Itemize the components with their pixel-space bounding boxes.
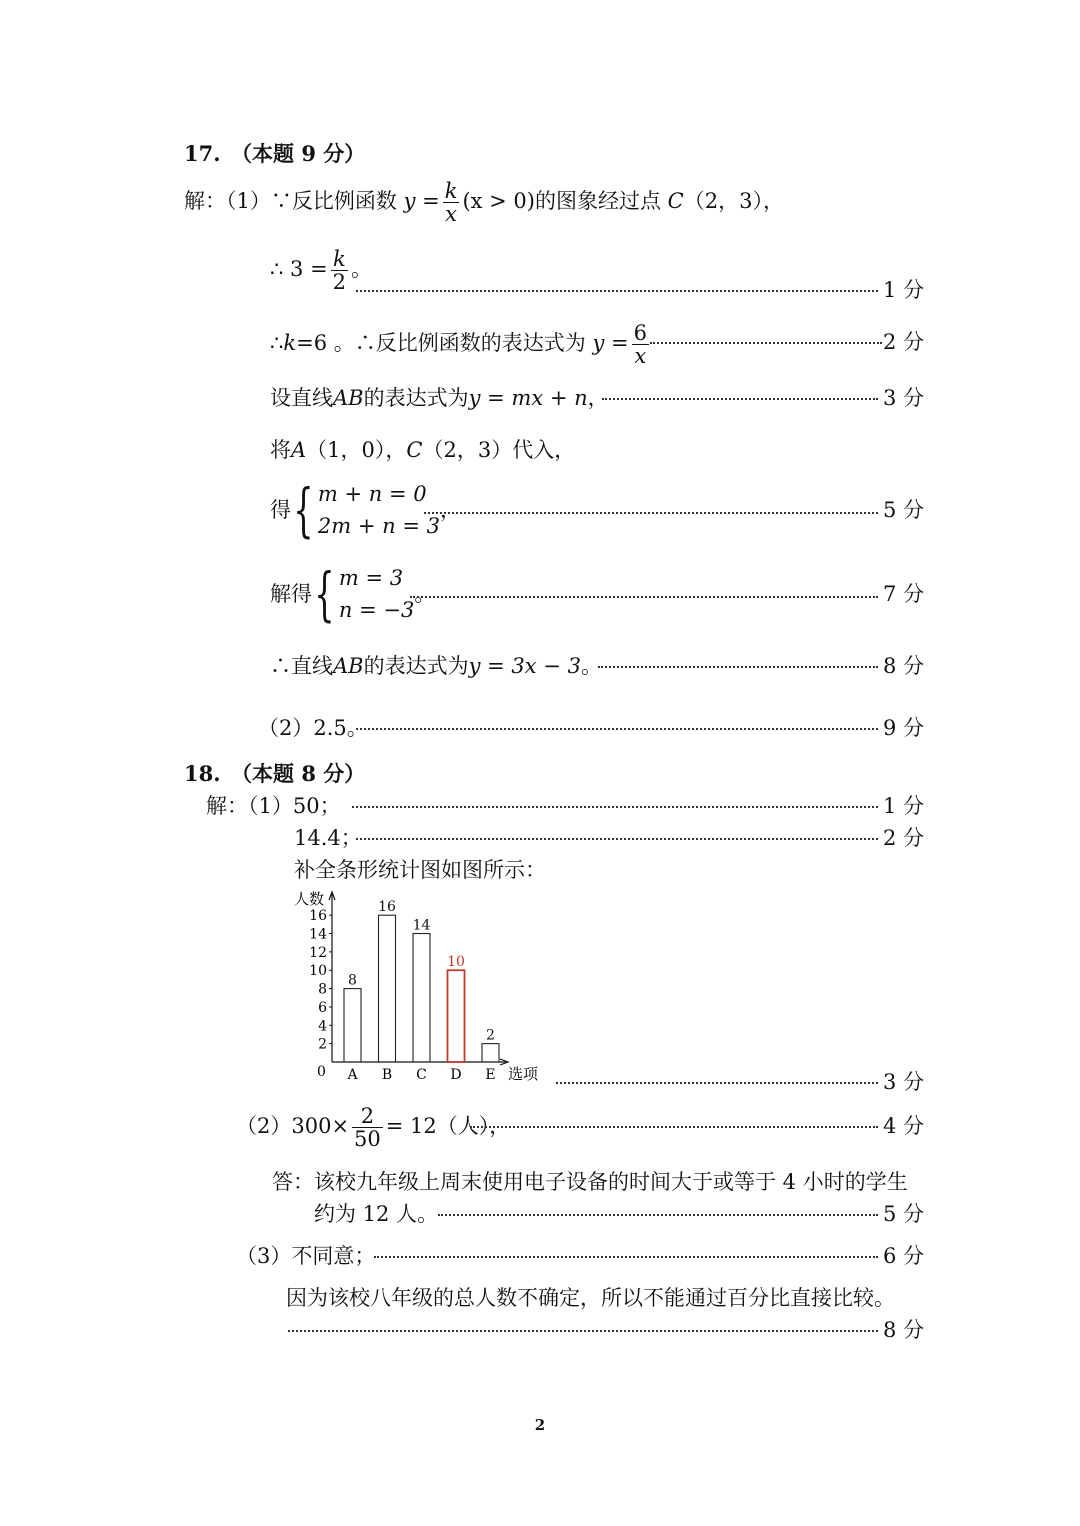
q18-part3-reason: 因为该校八年级的总人数不确定，所以不能通过百分比直接比较。 — [286, 1286, 895, 1310]
q17-score-6: 8 分 — [882, 654, 924, 678]
y-tick-label: 14 — [309, 926, 327, 943]
q17-score-7: 9 分 — [882, 716, 924, 740]
q17-dots-6 — [598, 666, 878, 668]
bar-value-label: 2 — [486, 1027, 495, 1044]
q17-score-4: 5 分 — [882, 498, 924, 522]
q17-line1-rest: 的图象经过点 — [534, 189, 661, 213]
q18-score-chart: 3 分 — [882, 1070, 924, 1094]
page-number: 2 — [534, 1416, 546, 1434]
y-tick-label: 2 — [318, 1036, 327, 1053]
q17-dots-5 — [410, 596, 878, 598]
q17-line7: 解得{ m = 3 n = −3 。 — [270, 560, 436, 628]
q17-line5: 将A（1，0），C（2，3）代入， — [270, 438, 576, 462]
y-axis-label: 人数 — [294, 890, 325, 908]
bar-value-label: 10 — [447, 954, 465, 971]
q17-line1 — [184, 178, 784, 225]
q17-brace-1: { — [293, 476, 314, 544]
q17-point-c: C — [667, 189, 684, 213]
q18-score-3: 4 分 — [882, 1114, 924, 1138]
bar — [413, 934, 430, 1062]
q17-score-1: 1 分 — [882, 278, 924, 302]
q17-part2: （2）2.5。 — [258, 716, 368, 740]
origin-label: 0 — [317, 1064, 326, 1080]
x-tick-label: D — [450, 1067, 462, 1083]
q18-dots-6 — [288, 1330, 878, 1332]
q17-line3: ∴k=6 。∴反比例函数的表达式为 y = $\frac{6}{x}$ — [270, 321, 647, 368]
q17-frac-6-x: $\frac{6}{x}$ — [633, 321, 647, 368]
q17-dots-4 — [424, 512, 878, 514]
q18-dots-2 — [356, 838, 878, 840]
bar-value-label: 16 — [378, 899, 396, 916]
q18-score-6: 8 分 — [882, 1318, 924, 1342]
q18-line2: 14.4； — [294, 826, 362, 850]
q17-system-1: m + n = 0 2m + n = 3 — [317, 482, 440, 538]
q18-dots-5 — [374, 1256, 878, 1258]
bar-value-label: 8 — [348, 972, 357, 989]
q17-frac-k-2: $\frac{k}{2}$ — [332, 247, 347, 294]
q18-frac-2-50: $\frac{2}{50}$ — [354, 1104, 381, 1151]
y-tick-label: 4 — [318, 1018, 327, 1035]
q18-part2: （2）300× $\frac{2}{50}$ = 12（人）， — [236, 1104, 511, 1151]
bar — [344, 989, 361, 1062]
q17-dots-1 — [356, 290, 878, 292]
x-tick-label: A — [347, 1067, 358, 1083]
q18-score-2: 2 分 — [882, 826, 924, 850]
q17-brace-2: { — [314, 560, 335, 628]
q17-line2: ∴ 3 = $\frac{k}{2}$ 。 — [270, 247, 373, 294]
y-tick-label: 10 — [309, 963, 327, 980]
y-tick-label: 6 — [318, 999, 327, 1016]
q18-score-4: 5 分 — [882, 1202, 924, 1226]
q17-line6: 得{ m + n = 0 2m + n = 3 ， — [270, 476, 461, 544]
q17-line1-y: y = — [403, 189, 440, 213]
q17-frac-k-x: $\frac{k}{x}$ — [444, 179, 458, 226]
y-tick-label: 12 — [309, 944, 327, 961]
q18-answer-line2: 约为 12 人。 — [314, 1202, 439, 1226]
q17-line1-cond: (x > 0) — [462, 189, 535, 213]
bar-chart — [280, 884, 550, 1090]
q17-dots-2 — [650, 342, 882, 344]
x-tick-label: B — [381, 1067, 393, 1083]
q18-dots-3 — [470, 1126, 878, 1128]
bar-value-label: 14 — [412, 917, 431, 934]
q17-system-2: m = 3 n = −3 — [338, 566, 415, 622]
x-axis-label: 选项 — [508, 1065, 539, 1083]
q18-score-5: 6 分 — [882, 1244, 924, 1268]
q18-dots-chart — [556, 1082, 878, 1084]
bar — [379, 915, 396, 1062]
q17-score-5: 7 分 — [882, 582, 924, 606]
q17-dots-3 — [602, 398, 878, 400]
q18-line1: 解：（1）50； — [206, 794, 341, 818]
x-tick-label: C — [416, 1067, 427, 1083]
q17-score-2: 2 分 — [882, 330, 924, 354]
q17-line8: ∴直线AB的表达式为y = 3x − 3。 — [270, 654, 602, 678]
bar — [482, 1044, 499, 1062]
x-tick-label: E — [485, 1067, 496, 1083]
y-tick-label: 8 — [318, 981, 327, 998]
q18-dots-1 — [352, 806, 878, 808]
q17-score-3: 3 分 — [882, 386, 924, 410]
q18-dots-4 — [438, 1214, 878, 1216]
q18-part3: （3）不同意； — [236, 1244, 376, 1268]
bar — [448, 970, 465, 1062]
q17-line4: 设直线AB的表达式为y = mx + n， — [270, 386, 609, 410]
q18-header: 18. （本题 8 分） — [184, 761, 366, 786]
q17-header: 17. （本题 9 分） — [184, 141, 366, 166]
q17-dots-7 — [356, 728, 878, 730]
y-tick-label: 16 — [309, 908, 327, 925]
q18-line3: 补全条形统计图如图所示： — [294, 858, 546, 882]
q17-line1-text: 解：（1）∵反比例函数 — [184, 189, 397, 213]
q17-point-c-coords: （2，3）， — [683, 189, 784, 213]
q18-answer-line1: 答：该校九年级上周末使用电子设备的时间大于或等于 4 小时的学生 — [272, 1170, 908, 1194]
q18-score-1: 1 分 — [882, 794, 924, 818]
